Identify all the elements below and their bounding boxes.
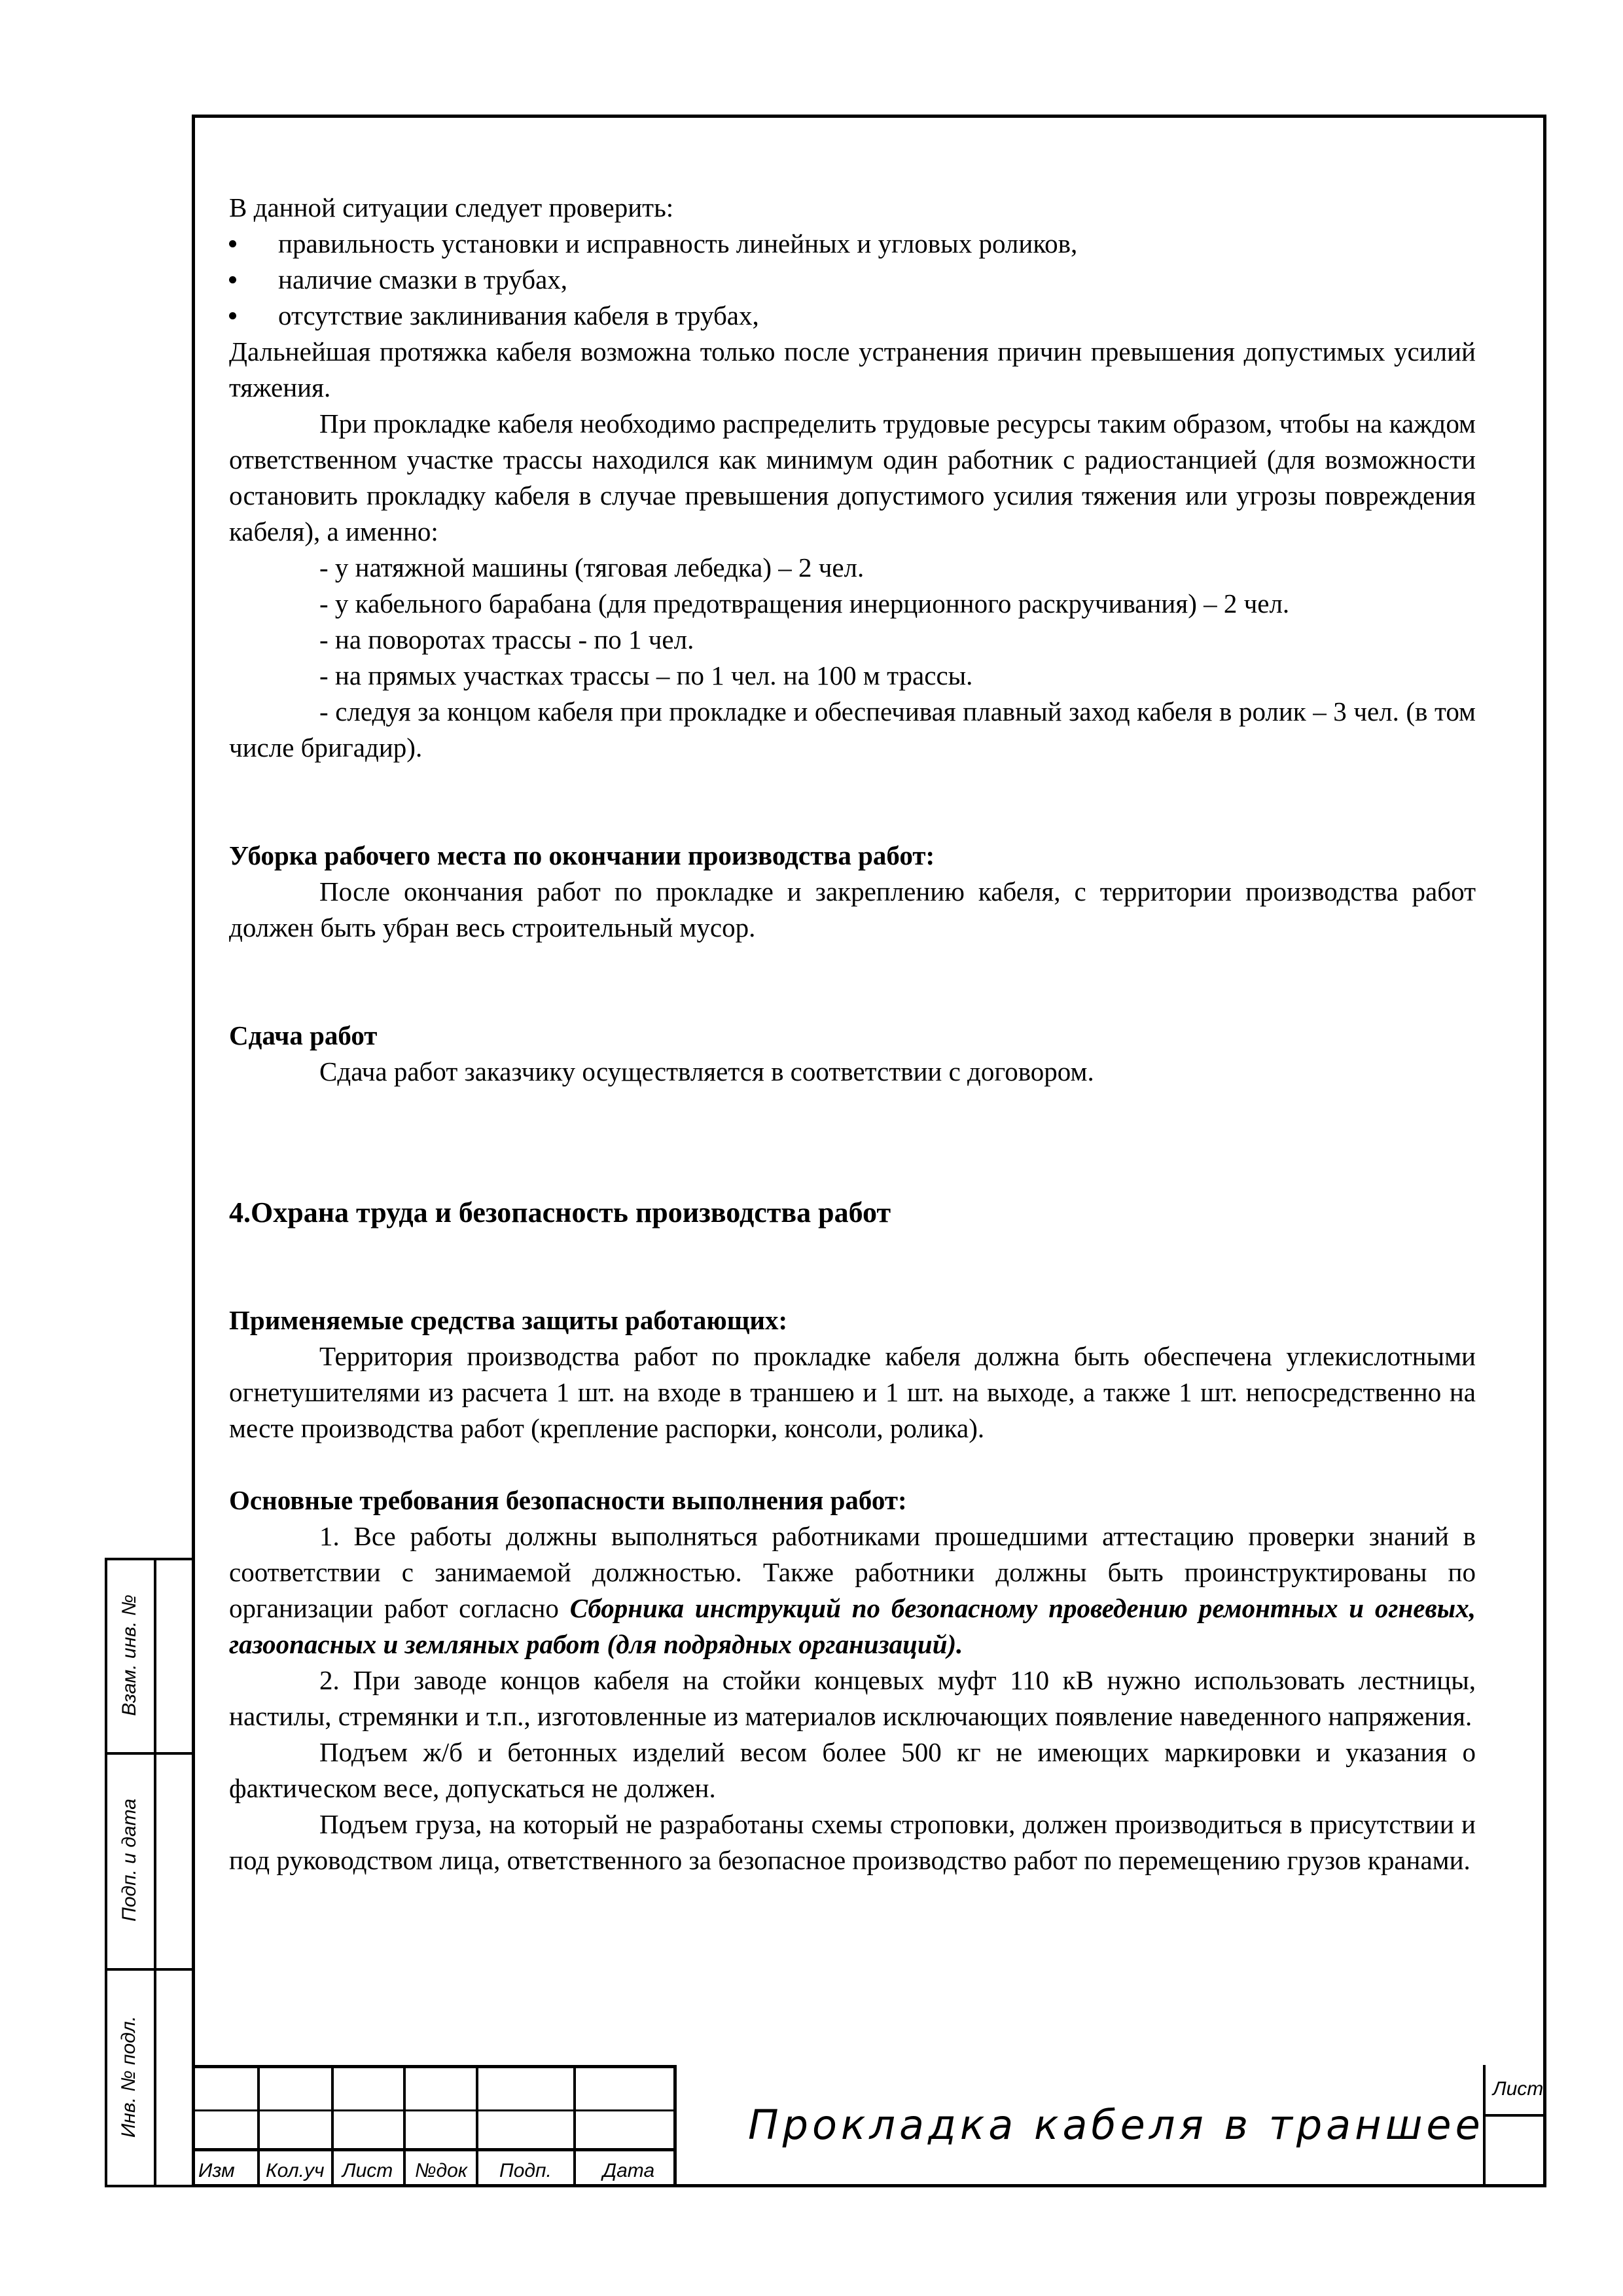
after-bullets-paragraph: Дальнейшая протяжка кабеля возможна только после устранения причин превышения допустимых усилий тяжения.: [229, 336, 1476, 403]
signature-date-label: Подп. и дата: [118, 1799, 140, 1922]
original-inventory-label: Инв. № подл.: [118, 2015, 140, 2138]
safety-paragraph-1: 1. Все работы должны выполняться работниками прошедшими аттестацию проверки знаний в соответствии с занимаемой должностью. Также работники должны быть проинструктированы по организации работ согласно Сборника инструкций по безопасному проведению ремонтных и огневых, газоопасных и земляных работ (для подрядных организаций).: [229, 1521, 1476, 1659]
protection-paragraph: Территория производства работ по прокладке кабеля должна быть обеспечена углекислотными огнетушителями из расчета 1 шт. на входе в траншею и 1 шт. на выходе, а также 1 шт. непосредственно на месте производства работ (крепление распорки, консоли, ролика).: [229, 1341, 1476, 1443]
section-title: 4.Охрана труда и безопасность производства работ: [229, 1196, 891, 1229]
bullet-icon: [229, 240, 236, 247]
column-signature: Подп.: [499, 2160, 552, 2181]
column-sheet: Лист: [342, 2160, 393, 2181]
cleanup-heading: Уборка рабочего места по окончании производства работ:: [229, 840, 935, 870]
staffing-item: - следуя за концом кабеля при прокладке и обеспечивая плавный заход кабеля в ролик – 3 чел. (в том числе бригадир).: [229, 696, 1476, 762]
side-strip: [105, 1558, 192, 2187]
staffing-item: - на прямых участках трассы – по 1 чел. на 100 м трассы.: [319, 660, 973, 691]
check-list-item: правильность установки и исправность линейных и угловых роликов,: [229, 226, 1476, 262]
check-list: [229, 226, 1476, 334]
safety-heading: Основные требования безопасности выполнения работ:: [229, 1485, 907, 1515]
bullet-icon: [229, 312, 236, 319]
column-count: Кол.уч: [266, 2160, 325, 2181]
bullet-icon: [229, 276, 236, 283]
staffing-paragraph: При прокладке кабеля необходимо распределить трудовые ресурсы таким образом, чтобы на каждом ответственном участке трассы находился как минимум один работник с радиостанцией (для возможности остановить прокладку кабеля в случае превышения допустимого усилия тяжения или угрозы повреждения кабеля), а именно:: [229, 408, 1476, 547]
column-doc-number: №док: [415, 2160, 467, 2181]
instruction-reference: Сборника инструкций по безопасному проведению ремонтных и огневых, газоопасных и земляных работ (для подрядных организаций).: [229, 1593, 1476, 1659]
staffing-item: - у натяжной машины (тяговая лебедка) – 2 чел.: [319, 552, 865, 583]
safety-paragraph-4: Подъем груза, на который не разработаны схемы строповки, должен производиться в присутствии и под руководством лица, ответственного за безопасное производство работ по перемещению грузов кранами.: [229, 1809, 1476, 1875]
staffing-item: - у кабельного барабана (для предотвращения инерционного раскручивания) – 2 чел.: [319, 588, 1290, 619]
check-list-item: наличие смазки в трубах,: [229, 262, 1476, 298]
staffing-item: - на поворотах трассы - по 1 чел.: [319, 624, 694, 655]
document-body: [229, 190, 1476, 1878]
intro-line: В данной ситуации следует проверить:: [229, 192, 674, 223]
replacement-inventory-label: Взам. инв. №: [118, 1594, 140, 1716]
title-block: [192, 2065, 1546, 2187]
safety-paragraph-2: 2. При заводе концов кабеля на стойки концевых муфт 110 кВ нужно использовать лестницы, настилы, стремянки и т.п., изготовленные из материалов исключающих появление наведенного напряжения.: [229, 1665, 1476, 1731]
protection-heading: Применяемые средства защиты работающих:: [229, 1305, 788, 1335]
column-change: Изм: [198, 2160, 235, 2181]
handover-paragraph: Сдача работ заказчику осуществляется в соответствии с договором.: [319, 1056, 1094, 1086]
check-list-item: отсутствие заклинивания кабеля в трубах,: [229, 298, 1476, 334]
sheet-label: Лист: [1493, 2078, 1544, 2100]
handover-heading: Сдача работ: [229, 1020, 378, 1050]
document-title: Прокладка кабеля в траншее: [748, 2101, 1484, 2149]
column-date: Дата: [603, 2160, 655, 2181]
safety-paragraph-3: Подъем ж/б и бетонных изделий весом более 500 кг не имеющих маркировки и указания о фактическом весе, допускаться не должен.: [229, 1737, 1476, 1803]
cleanup-paragraph: После окончания работ по прокладке и закреплению кабеля, с территории производства работ должен быть убран весь строительный мусор.: [229, 876, 1476, 942]
